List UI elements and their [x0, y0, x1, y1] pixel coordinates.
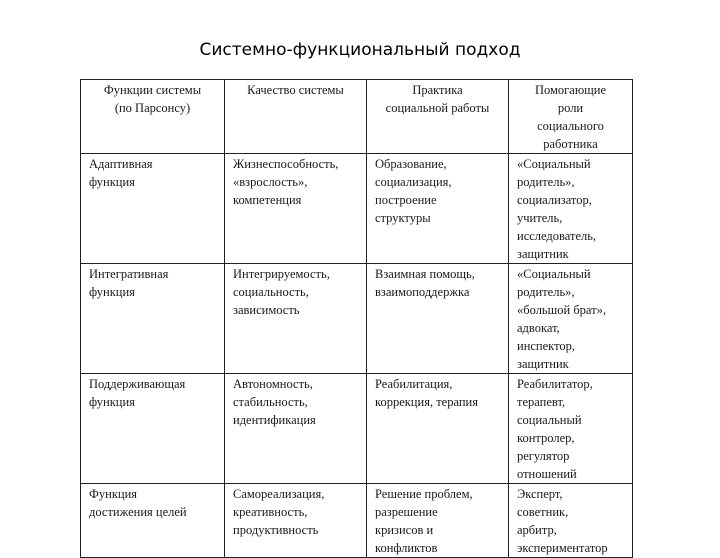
- cell-line: защитник: [517, 247, 569, 261]
- cell-line: инспектор,: [517, 339, 575, 353]
- cell-line: Решение проблем,: [375, 487, 473, 501]
- cell-line: (по Парсонсу): [114, 101, 191, 115]
- cell-line: Помогающие: [534, 83, 607, 97]
- cell-line: взаимоподдержка: [375, 285, 470, 299]
- cell-line: функция: [89, 175, 135, 189]
- cell-line: адвокат,: [517, 321, 560, 335]
- cell-line: функция: [89, 395, 135, 409]
- cell-line: построение: [375, 193, 437, 207]
- table-row: [81, 264, 633, 374]
- cell-line: родитель»,: [517, 285, 575, 299]
- table-cell: [509, 374, 633, 484]
- cell-line: Самореализация,: [233, 487, 325, 501]
- cell-line: социального: [537, 119, 604, 133]
- cell-line: Функция: [89, 487, 138, 501]
- cell-line: структуры: [375, 211, 431, 225]
- cell-line: Реабилитация,: [375, 377, 453, 391]
- cell-line: Жизнеспособность,: [233, 157, 339, 171]
- table-cell: [367, 484, 509, 558]
- cell-line: достижения целей: [89, 505, 187, 519]
- cell-line: регулятор: [517, 449, 570, 463]
- cell-line: социализатор,: [517, 193, 592, 207]
- cell-line: компетенция: [233, 193, 302, 207]
- cell-line: Качество системы: [247, 83, 344, 97]
- cell-line: работника: [543, 137, 598, 151]
- cell-line: Функции системы: [103, 83, 202, 97]
- cell-line: конфликтов: [375, 541, 438, 555]
- cell-line: коррекция, терапия: [375, 395, 478, 409]
- cell-line: «Социальный: [517, 267, 591, 281]
- cell-line: Образование,: [375, 157, 447, 171]
- cell-line: Эксперт,: [517, 487, 563, 501]
- table-row: [81, 154, 633, 264]
- cell-line: стабильность,: [233, 395, 308, 409]
- functions-table: [80, 79, 633, 558]
- table-cell: [509, 154, 633, 264]
- cell-line: Взаимная помощь,: [375, 267, 475, 281]
- header-cell: [509, 80, 633, 154]
- cell-line: защитник: [517, 357, 569, 371]
- cell-line: Практика: [412, 83, 463, 97]
- cell-line: функция: [89, 285, 135, 299]
- cell-line: экспериментатор: [517, 541, 608, 555]
- cell-line: продуктивность: [233, 523, 319, 537]
- cell-line: кризисов и: [375, 523, 434, 537]
- cell-line: креативность,: [233, 505, 308, 519]
- cell-line: «взрослость»,: [233, 175, 308, 189]
- cell-line: социальный: [517, 413, 582, 427]
- table-cell: [225, 484, 367, 558]
- cell-line: социализация,: [375, 175, 452, 189]
- cell-line: Интегративная: [89, 267, 169, 281]
- cell-line: учитель,: [517, 211, 563, 225]
- cell-line: исследователь,: [517, 229, 597, 243]
- cell-line: отношений: [517, 467, 577, 481]
- table-cell: [367, 374, 509, 484]
- cell-line: Интегрируемость,: [233, 267, 330, 281]
- header-cell: [225, 80, 367, 154]
- cell-line: социальной работы: [385, 101, 490, 115]
- header-row: [81, 80, 633, 154]
- page-title: Системно-функциональный подход: [199, 40, 521, 60]
- cell-line: разрешение: [375, 505, 438, 519]
- cell-line: Поддерживающая: [89, 377, 186, 391]
- cell-line: Автономность,: [233, 377, 313, 391]
- table-cell: [81, 374, 225, 484]
- table-cell: [81, 484, 225, 558]
- cell-line: «большой брат»,: [517, 303, 606, 317]
- table-cell: [225, 374, 367, 484]
- cell-line: советник,: [517, 505, 569, 519]
- table-cell: [81, 264, 225, 374]
- table-row: [81, 374, 633, 484]
- cell-line: зависимость: [233, 303, 300, 317]
- cell-line: социальность,: [233, 285, 309, 299]
- header-cell: [81, 80, 225, 154]
- table-cell: [225, 264, 367, 374]
- cell-line: контролер,: [517, 431, 575, 445]
- cell-line: роли: [557, 101, 584, 115]
- table-cell: [81, 154, 225, 264]
- table-cell: [225, 154, 367, 264]
- header-cell: [367, 80, 509, 154]
- cell-line: Адаптивная: [89, 157, 153, 171]
- cell-line: «Социальный: [517, 157, 591, 171]
- cell-line: идентификация: [233, 413, 316, 427]
- table-cell: [367, 154, 509, 264]
- table-cell: [367, 264, 509, 374]
- cell-line: арбитр,: [517, 523, 557, 537]
- table-cell: [509, 264, 633, 374]
- cell-line: родитель»,: [517, 175, 575, 189]
- cell-line: Реабилитатор,: [517, 377, 593, 391]
- table-row: [81, 484, 633, 558]
- table-cell: [509, 484, 633, 558]
- cell-line: терапевт,: [517, 395, 566, 409]
